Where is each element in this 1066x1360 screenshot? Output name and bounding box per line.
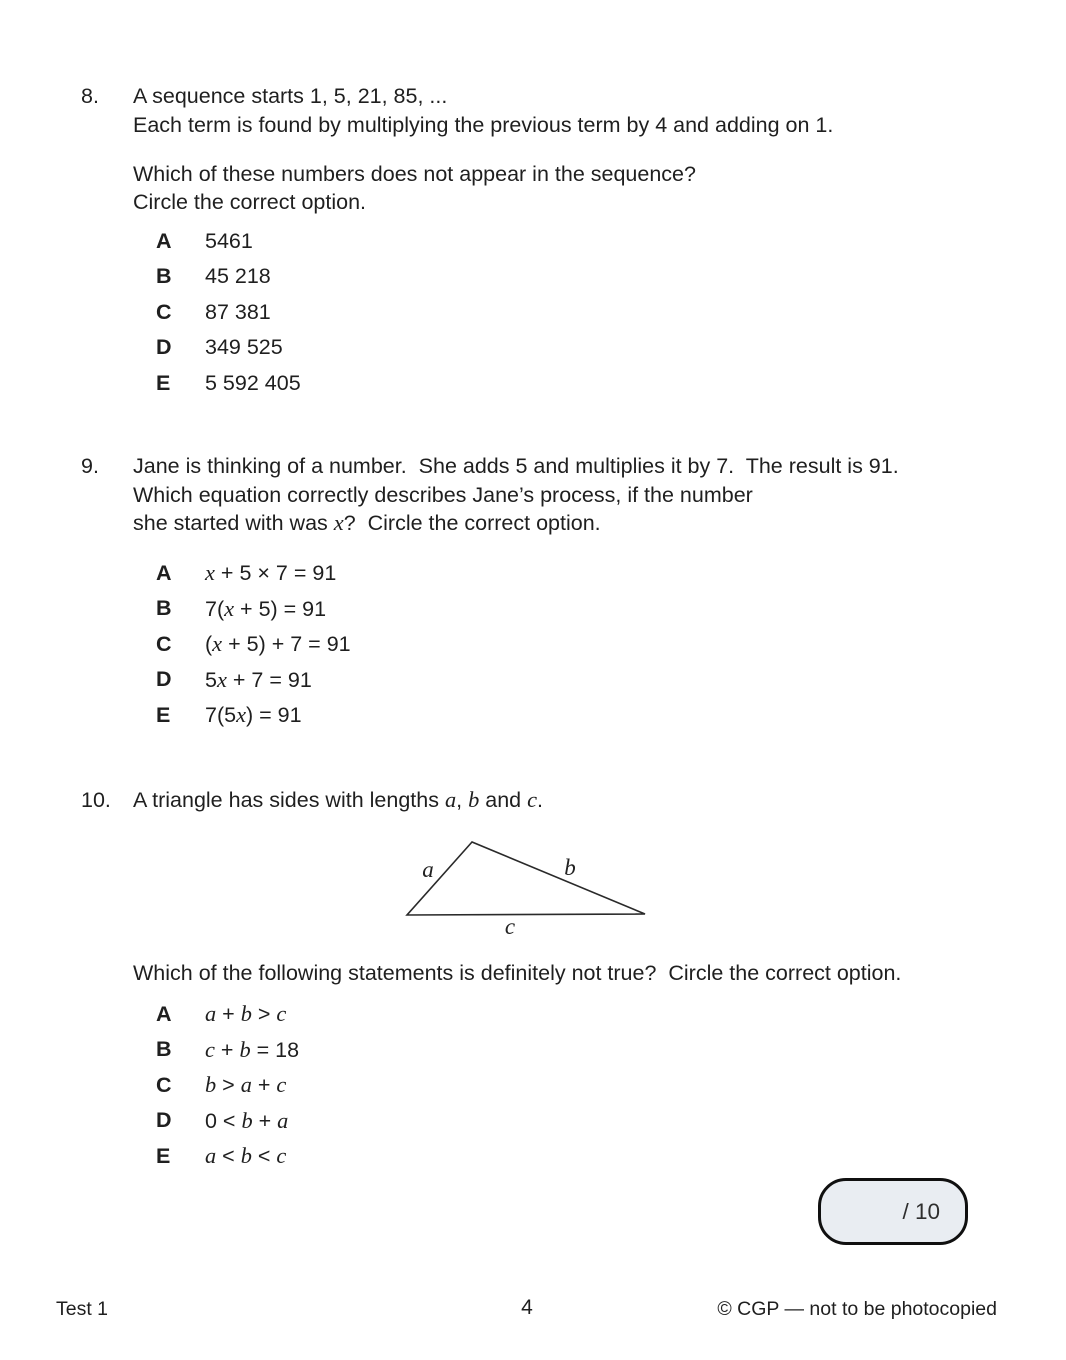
option-equation: b > a + c [205, 1072, 287, 1098]
triangle-shape [407, 842, 645, 915]
option-letter: C [156, 299, 172, 324]
question-10 [0, 786, 1066, 1174]
option-letter: D [156, 667, 172, 692]
option-letter: A [156, 228, 172, 253]
footer-page-number: 4 [521, 1296, 533, 1319]
score-box-label: / 10 [902, 1198, 940, 1224]
option-letter: C [156, 1072, 172, 1097]
question-prompt-line: Which of these numbers does not appear in the sequence? [133, 161, 696, 186]
option-row [133, 997, 1066, 1033]
option-text: 5461 [205, 228, 253, 253]
option-row [133, 259, 1066, 295]
question-text-line: A sequence starts 1, 5, 21, 85, ... [133, 84, 448, 108]
footer-test-name: Test 1 [56, 1298, 109, 1320]
score-box [818, 1178, 968, 1245]
option-letter: A [156, 560, 172, 585]
option-row [133, 556, 1066, 592]
question-prompt-line: Which of the following statements is definitely not true? Circle the correct option. [133, 961, 902, 985]
side-label-c: c [504, 913, 516, 939]
question-body [133, 452, 1066, 733]
option-letter: B [156, 596, 172, 621]
option-equation: 0 < b + a [205, 1107, 289, 1133]
question-8 [0, 82, 1066, 401]
side-label-b: b [564, 854, 576, 880]
option-row [133, 1103, 1066, 1139]
option-row [133, 224, 1066, 260]
option-equation: x + 5 × 7 = 91 [205, 560, 337, 586]
footer-copyright: © CGP — not to be photocopied [717, 1298, 997, 1320]
option-row [133, 1139, 1066, 1175]
triangle-diagram [380, 827, 680, 942]
option-letter: C [156, 631, 172, 656]
option-equation: a + b > c [205, 1001, 287, 1027]
question-prompt-line: Circle the correct option. [133, 190, 367, 214]
options-list [133, 224, 1066, 402]
option-row [133, 330, 1066, 366]
option-text: 5 592 405 [205, 370, 301, 395]
question-number: 10. [81, 788, 111, 812]
option-equation: c + b = 18 [205, 1036, 300, 1062]
option-letter: E [156, 370, 171, 395]
options-list [133, 556, 1066, 734]
option-letter: D [156, 1108, 172, 1133]
question-text-line: Each term is found by multiplying the previous term by 4 and adding on 1. [133, 112, 834, 137]
question-number: 9. [81, 454, 99, 478]
option-equation: 7(5x) = 91 [205, 702, 302, 728]
question-text-line: she started with was x? Circle the correct option. [133, 510, 601, 535]
side-label-a: a [422, 856, 434, 882]
question-text-line: Jane is thinking of a number. She adds 5 and multiplies it by 7. The result is 91. [133, 454, 899, 478]
question-9 [0, 452, 1066, 733]
option-row [133, 1068, 1066, 1104]
option-letter: B [156, 1037, 172, 1062]
question-body [133, 82, 1066, 401]
option-row [133, 366, 1066, 402]
option-row [133, 698, 1066, 734]
option-row [133, 295, 1066, 331]
option-row [133, 662, 1066, 698]
option-text: 45 218 [205, 264, 271, 289]
option-row [133, 627, 1066, 663]
question-number: 8. [81, 84, 99, 108]
question-body [133, 786, 1066, 1174]
options-list [133, 997, 1066, 1175]
option-equation: 5x + 7 = 91 [205, 666, 312, 692]
option-equation: 7(x + 5) = 91 [205, 595, 327, 621]
option-letter: A [156, 1001, 172, 1026]
question-text-line: Which equation correctly describes Jane’s process, if the number [133, 482, 753, 507]
option-letter: B [156, 264, 172, 289]
option-text: 87 381 [205, 299, 271, 324]
option-letter: E [156, 1143, 171, 1168]
option-row [133, 591, 1066, 627]
option-row [133, 1032, 1066, 1068]
option-equation: a < b < c [205, 1143, 287, 1169]
option-letter: D [156, 335, 172, 360]
option-equation: (x + 5) + 7 = 91 [205, 631, 351, 657]
triangle-figure [380, 827, 680, 942]
option-letter: E [156, 702, 171, 727]
question-text-line: A triangle has sides with lengths a, b and c. [133, 787, 544, 812]
option-text: 349 525 [205, 335, 283, 360]
